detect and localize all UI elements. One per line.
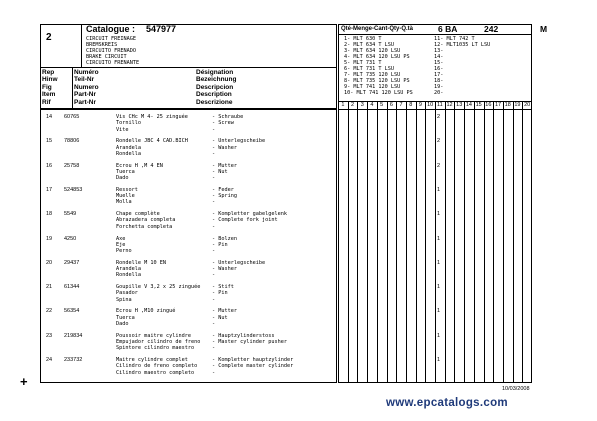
part-ref: 15 [46, 138, 53, 145]
col-rep-fr: Rep [42, 69, 55, 76]
title-line-4: BRAKE CIRCUIT [86, 54, 127, 60]
qty-column-number: 7 [399, 102, 403, 108]
part-description: Ecrou H ,M 4 EN Tuerca Dado [116, 162, 163, 182]
col-designation-es: Descripcion [196, 83, 234, 91]
model-5: 5- MLT 731 T [344, 60, 382, 66]
part-translation: - Kompletter gabelgelenk - Complete fork joint - [212, 211, 287, 230]
col-rep-it: Rif [42, 98, 51, 106]
corner-letter: M [540, 24, 548, 34]
qty-column-number: 4 [370, 102, 374, 108]
qty-column-number: 11 [436, 102, 443, 108]
qty-column-divider [493, 101, 494, 383]
part-description: Vis CHc M 4- 25 zinguée Tornillo Vite [116, 114, 188, 133]
col-rep-es: Fig [42, 83, 52, 91]
part-ref: 20 [46, 259, 53, 266]
model-13: 13- [434, 48, 444, 54]
part-translation: - Feder - Spring - [212, 186, 237, 206]
part-ref: 14 [46, 114, 53, 120]
title-line-1: CIRCUIT FREINAGE [86, 36, 136, 42]
col-numero-es: Numero [74, 83, 99, 91]
qty-column-number: 2 [351, 102, 355, 108]
qty-column-divider [396, 101, 397, 383]
col-designation-it: Descrizione [196, 98, 233, 106]
catalogue-label: Catalogue : [86, 24, 136, 34]
part-number: 25758 [64, 162, 80, 169]
model-16: 16- [434, 66, 444, 72]
model-19: 19- [434, 84, 444, 90]
part-quantity: 1 [437, 332, 441, 339]
qty-label: Qté-Menge-Cant-Qty-Q.tà [341, 26, 413, 32]
series-label: 6 BA [438, 24, 458, 34]
col-designation-de: Bezeichnung [196, 76, 237, 84]
title-line-5: CIRCUITO FRENANTE [86, 60, 140, 66]
part-description: Rondelle M 10 EN Arandela Rondella [116, 259, 166, 279]
model-15: 15- [434, 60, 444, 66]
model-8: 8- MLT 735 120 LSU PS [344, 78, 410, 84]
part-ref: 23 [46, 332, 53, 339]
qty-column-divider [416, 101, 417, 383]
model-10: 10- MLT 741 120 LSU PS [344, 90, 413, 96]
part-translation: - Bolzen - Pin - [212, 235, 237, 255]
qty-column-divider [357, 101, 358, 383]
part-description: Rondelle JBC 4 CAD.BICH Arandela Rondella [116, 138, 188, 157]
part-quantity: 1 [437, 235, 441, 242]
qty-column-divider [513, 101, 514, 383]
model-18: 18- [434, 78, 444, 84]
part-quantity: 1 [437, 259, 441, 266]
title-line-3: CIRCUITO FRENADO [86, 48, 136, 54]
qty-column-number: 13 [456, 102, 463, 108]
qty-column-number: 1 [341, 102, 345, 108]
title-line-2: BREMSKREIS [86, 42, 118, 48]
part-translation: - Stift - Pin - [212, 284, 234, 303]
col-numero-fr: Numéro [74, 69, 99, 76]
part-translation: - Hauptzylinderstoss - Master cylinder pusher - [212, 332, 287, 352]
model-11: 11- MLT 742 T [434, 36, 475, 42]
part-description: Axe Eje Perno [116, 235, 132, 255]
part-description: Chape complète Abrazadera completa Forchetta completa [116, 211, 176, 230]
part-quantity: 1 [437, 357, 441, 363]
qty-column-divider [425, 101, 426, 383]
part-number: 78806 [64, 138, 80, 145]
qty-column-divider [522, 101, 523, 383]
model-1: 1- MLT 630 T [344, 36, 382, 42]
qty-column-divider [445, 101, 446, 383]
part-translation: - Schraube - Screw - [212, 114, 244, 133]
qty-column-number: 19 [514, 102, 521, 108]
part-number: 233732 [64, 357, 83, 363]
qty-column-number: 17 [494, 102, 502, 108]
part-description: Poussoir maitre cylindre Empujador cilindro de freno Spintore cilindro maestro [116, 332, 201, 352]
model-9: 9- MLT 741 120 LSU [344, 84, 401, 90]
model-20: 20- [434, 90, 444, 96]
part-ref: 22 [46, 308, 53, 315]
col-designation [196, 69, 236, 106]
qty-column-divider [435, 101, 436, 383]
qty-column-number: 10 [427, 102, 434, 108]
part-number: 5549 [64, 211, 77, 218]
watermark-url: www.epcatalogs.com [386, 397, 508, 409]
qty-column-number: 5 [380, 102, 384, 108]
model-4: 4- MLT 634 120 LSU PS [344, 54, 410, 60]
part-quantity: 1 [437, 186, 441, 193]
divider [338, 34, 532, 35]
col-rep-en: Item [42, 91, 56, 99]
part-quantity: 2 [437, 162, 441, 169]
qty-column-number: 3 [360, 102, 364, 108]
qty-column-divider [406, 101, 407, 383]
divider [72, 67, 73, 109]
print-date: 10/03/2008 [502, 386, 530, 392]
qty-column-divider [464, 101, 465, 383]
model-3: 3- MLT 634 120 LSU [344, 48, 401, 54]
part-number: 60765 [64, 114, 80, 120]
part-ref: 17 [46, 186, 53, 193]
qty-column-number: 8 [409, 102, 413, 108]
part-number: 4250 [64, 235, 77, 242]
part-number: 219834 [64, 332, 83, 339]
qty-column-number: 14 [465, 102, 472, 108]
col-rep-de: Hinw [42, 76, 58, 84]
col-designation-en: Description [196, 91, 232, 99]
col-rep [42, 69, 58, 106]
part-description: Ressort Muelle Molla [116, 186, 138, 206]
model-14: 14- [434, 54, 444, 60]
qty-column-number: 20 [524, 102, 531, 108]
col-numero-it: Part-Nr [74, 98, 97, 106]
part-ref: 21 [46, 284, 53, 291]
qty-column-number: 15 [475, 102, 482, 108]
part-number: 56354 [64, 308, 80, 315]
plus-mark: + [20, 374, 28, 389]
qty-column-divider [474, 101, 475, 383]
page-number: 2 [46, 32, 52, 43]
part-description: Ecrou H ,M10 zingué Tuerca Dado [116, 308, 176, 327]
catalogue-number: 547977 [146, 24, 177, 34]
qty-column-divider [348, 101, 349, 383]
part-translation: - Unterlegscheibe - Washer - [212, 259, 266, 279]
qty-column-number: 9 [418, 102, 422, 108]
part-description: Goupille V 3,2 x 25 zinguée Pasador Spina [116, 284, 201, 303]
qty-column-number: 6 [389, 102, 393, 108]
part-quantity: 2 [437, 138, 441, 145]
part-translation: - Mutter - Nut - [212, 308, 237, 327]
part-quantity: 1 [437, 308, 441, 315]
qty-column-number: 16 [485, 102, 492, 108]
model-12: 12- MLT1035 LT LSU [434, 42, 491, 48]
part-description: Maitre cylindre complet Cilindro de freno completo Cilindro maestro completo [116, 357, 198, 376]
qty-column-divider [484, 101, 485, 383]
part-quantity: 1 [437, 211, 441, 218]
qty-column-number: 12 [446, 102, 453, 108]
part-number: 61344 [64, 284, 80, 291]
page-number-box [40, 24, 82, 68]
part-translation: - Kompletter hauptzylinder - Complete master cylinder - [212, 357, 294, 376]
part-ref: 16 [46, 162, 53, 169]
part-number: 524853 [64, 186, 83, 193]
qty-column-divider [377, 101, 378, 383]
model-7: 7- MLT 735 120 LSU [344, 72, 401, 78]
qty-column-divider [503, 101, 504, 383]
part-ref: 24 [46, 357, 53, 363]
series-number: 242 [484, 24, 499, 34]
col-numero-de: Teil-Nr [74, 76, 95, 84]
col-designation-fr: Désignation [196, 69, 234, 76]
part-translation: - Unterlegscheibe - Washer - [212, 138, 266, 157]
part-number: 29437 [64, 259, 80, 266]
model-6: 6- MLT 731 T LSU [344, 66, 394, 72]
part-ref: 19 [46, 235, 53, 242]
part-ref: 18 [46, 211, 53, 218]
qty-column-divider [367, 101, 368, 383]
part-quantity: 1 [437, 284, 441, 291]
col-numero-en: Part-Nr [74, 91, 97, 99]
qty-column-number: 18 [504, 102, 511, 108]
part-quantity: 2 [437, 114, 441, 120]
part-translation: - Mutter - Nut - [212, 162, 237, 182]
qty-column-divider [387, 101, 388, 383]
qty-column-divider [454, 101, 455, 383]
model-17: 17- [434, 72, 444, 78]
col-numero [74, 69, 99, 106]
model-2: 2- MLT 634 T LSU [344, 42, 394, 48]
